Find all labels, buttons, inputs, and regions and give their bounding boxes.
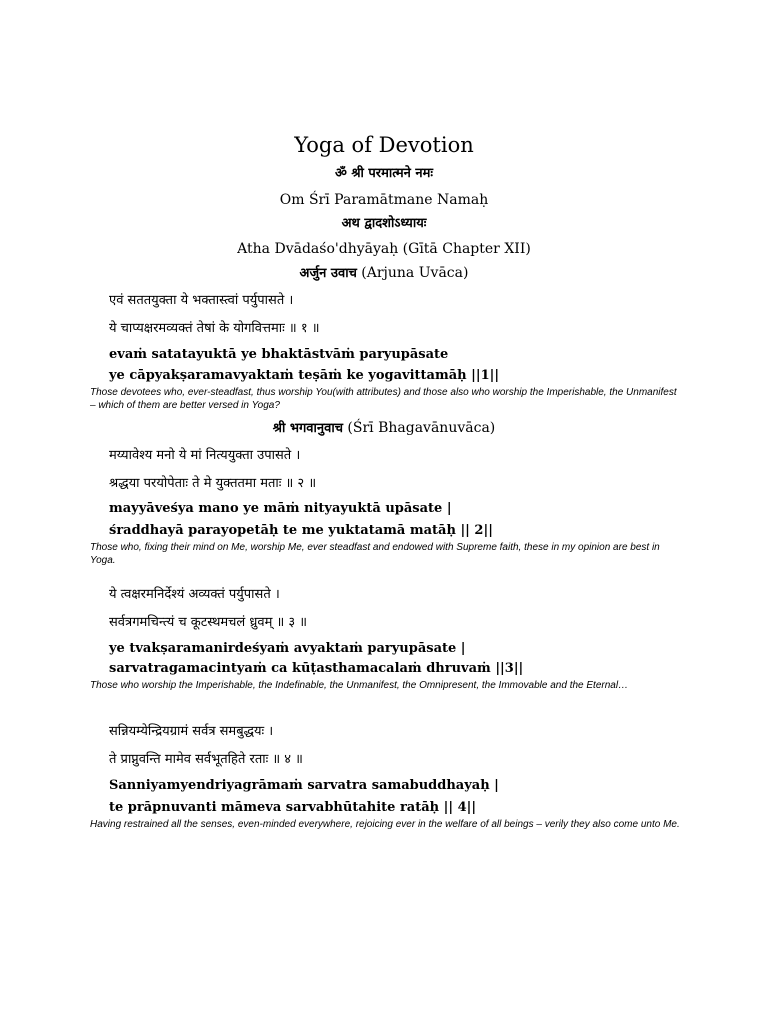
verse-1-devanagari-line-1: एवं सततयुक्ता ये भक्तास्त्वां पर्युपासते । [109,293,294,308]
verse-4-translation: Having restrained all the senses, even-minded everywhere, rejoicing ever in the welfare of all beings – verily they also come unto Me. [90,819,680,830]
verse-3-translation: Those who worship the Imperishable, the Indefinable, the Unmanifest, the Omnipresent, the Immovable and the Eternal… [90,680,629,691]
page-title: Yoga of Devotion [294,133,474,157]
speaker-bhagavan-devanagari: श्री भगवानुवाच [272,421,343,436]
verse-3-devanagari-line-1: ये त्वक्षरमनिर्देश्यं अव्यक्तं पर्युपासते । [109,587,280,602]
chapter-heading-roman: Atha Dvādaśo'dhyāyaḥ (Gītā Chapter XII) [237,241,531,257]
speaker-bhagavan [0,418,768,439]
invocation-devanagari: ॐ श्री परमात्मने नमः [334,166,434,181]
verse-1-devanagari-line-2: ये चाप्यक्षरमव्यक्तं तेषां के योगवित्तमाः ॥ १ ॥ [109,321,320,336]
verse-2-devanagari-line-2: श्रद्धया परयोपेताः ते मे युक्ततमा मताः ॥ २ ॥ [109,476,317,491]
chapter-heading-devanagari: अथ द्वादशोऽध्यायः [341,216,427,231]
verse-4-transliteration-line-2: te prāpnuvanti māmeva sarvabhūtahite ratāḥ || 4|| [109,800,477,815]
verse-2-translation: Those who, fixing their mind on Me, worship Me, ever steadfast and endowed with Supreme faith, these in my opinion are best in Yoga. [90,542,660,566]
verse-4-devanagari-line-1: सन्नियम्येन्द्रियग्रामं सर्वत्र समबुद्धयः । [109,724,274,739]
invocation-roman: Om Śrī Paramātmane Namaḥ [279,192,489,208]
speaker-bhagavan-roman: (Śrī Bhagavānuvāca) [347,420,496,436]
verse-2-transliteration-line-1: mayyāveśya mano ye māṁ nityayuktā upāsate | [109,501,452,516]
speaker-arjuna-devanagari: अर्जुन उवाच [299,266,357,281]
verse-1-translation: Those devotees who, ever-steadfast, thus worship You(with attributes) and those also who worship the Imperishable, the Unmanifest – which of them are better versed in Yoga? [90,387,677,411]
verse-1-transliteration-line-1: evaṁ satatayuktā ye bhaktāstvāṁ paryupāsate [109,347,449,362]
speaker-arjuna-roman: (Arjuna Uvāca) [361,265,469,281]
verse-1-transliteration-line-2: ye cāpyakṣaramavyaktaṁ teṣāṁ ke yogavittamāḥ ||1|| [109,368,500,383]
speaker-arjuna [0,263,768,284]
verse-4-devanagari-line-2: ते प्राप्नुवन्ति मामेव सर्वभूतहिते रताः ॥ ४ ॥ [109,752,303,767]
verse-2-transliteration-line-2: śraddhayā parayopetāḥ te me yuktatamā matāḥ || 2|| [109,523,493,538]
verse-3-transliteration-line-2: sarvatragamacintyaṁ ca kūṭasthamacalaṁ dhruvaṁ ||3|| [109,661,524,676]
verse-2-devanagari-line-1: मय्यावेश्य मनो ये मां नित्ययुक्ता उपासते । [109,448,301,463]
verse-3-devanagari-line-2: सर्वत्रगमचिन्त्यं च कूटस्थमचलं ध्रुवम् ॥ ३ ॥ [109,615,308,630]
verse-4-transliteration-line-1: Sanniyamyendriyagrāmaṁ sarvatra samabuddhayaḥ | [109,778,499,793]
verse-3-transliteration-line-1: ye tvakṣaramanirdeśyaṁ avyaktaṁ paryupāsate | [109,641,466,656]
